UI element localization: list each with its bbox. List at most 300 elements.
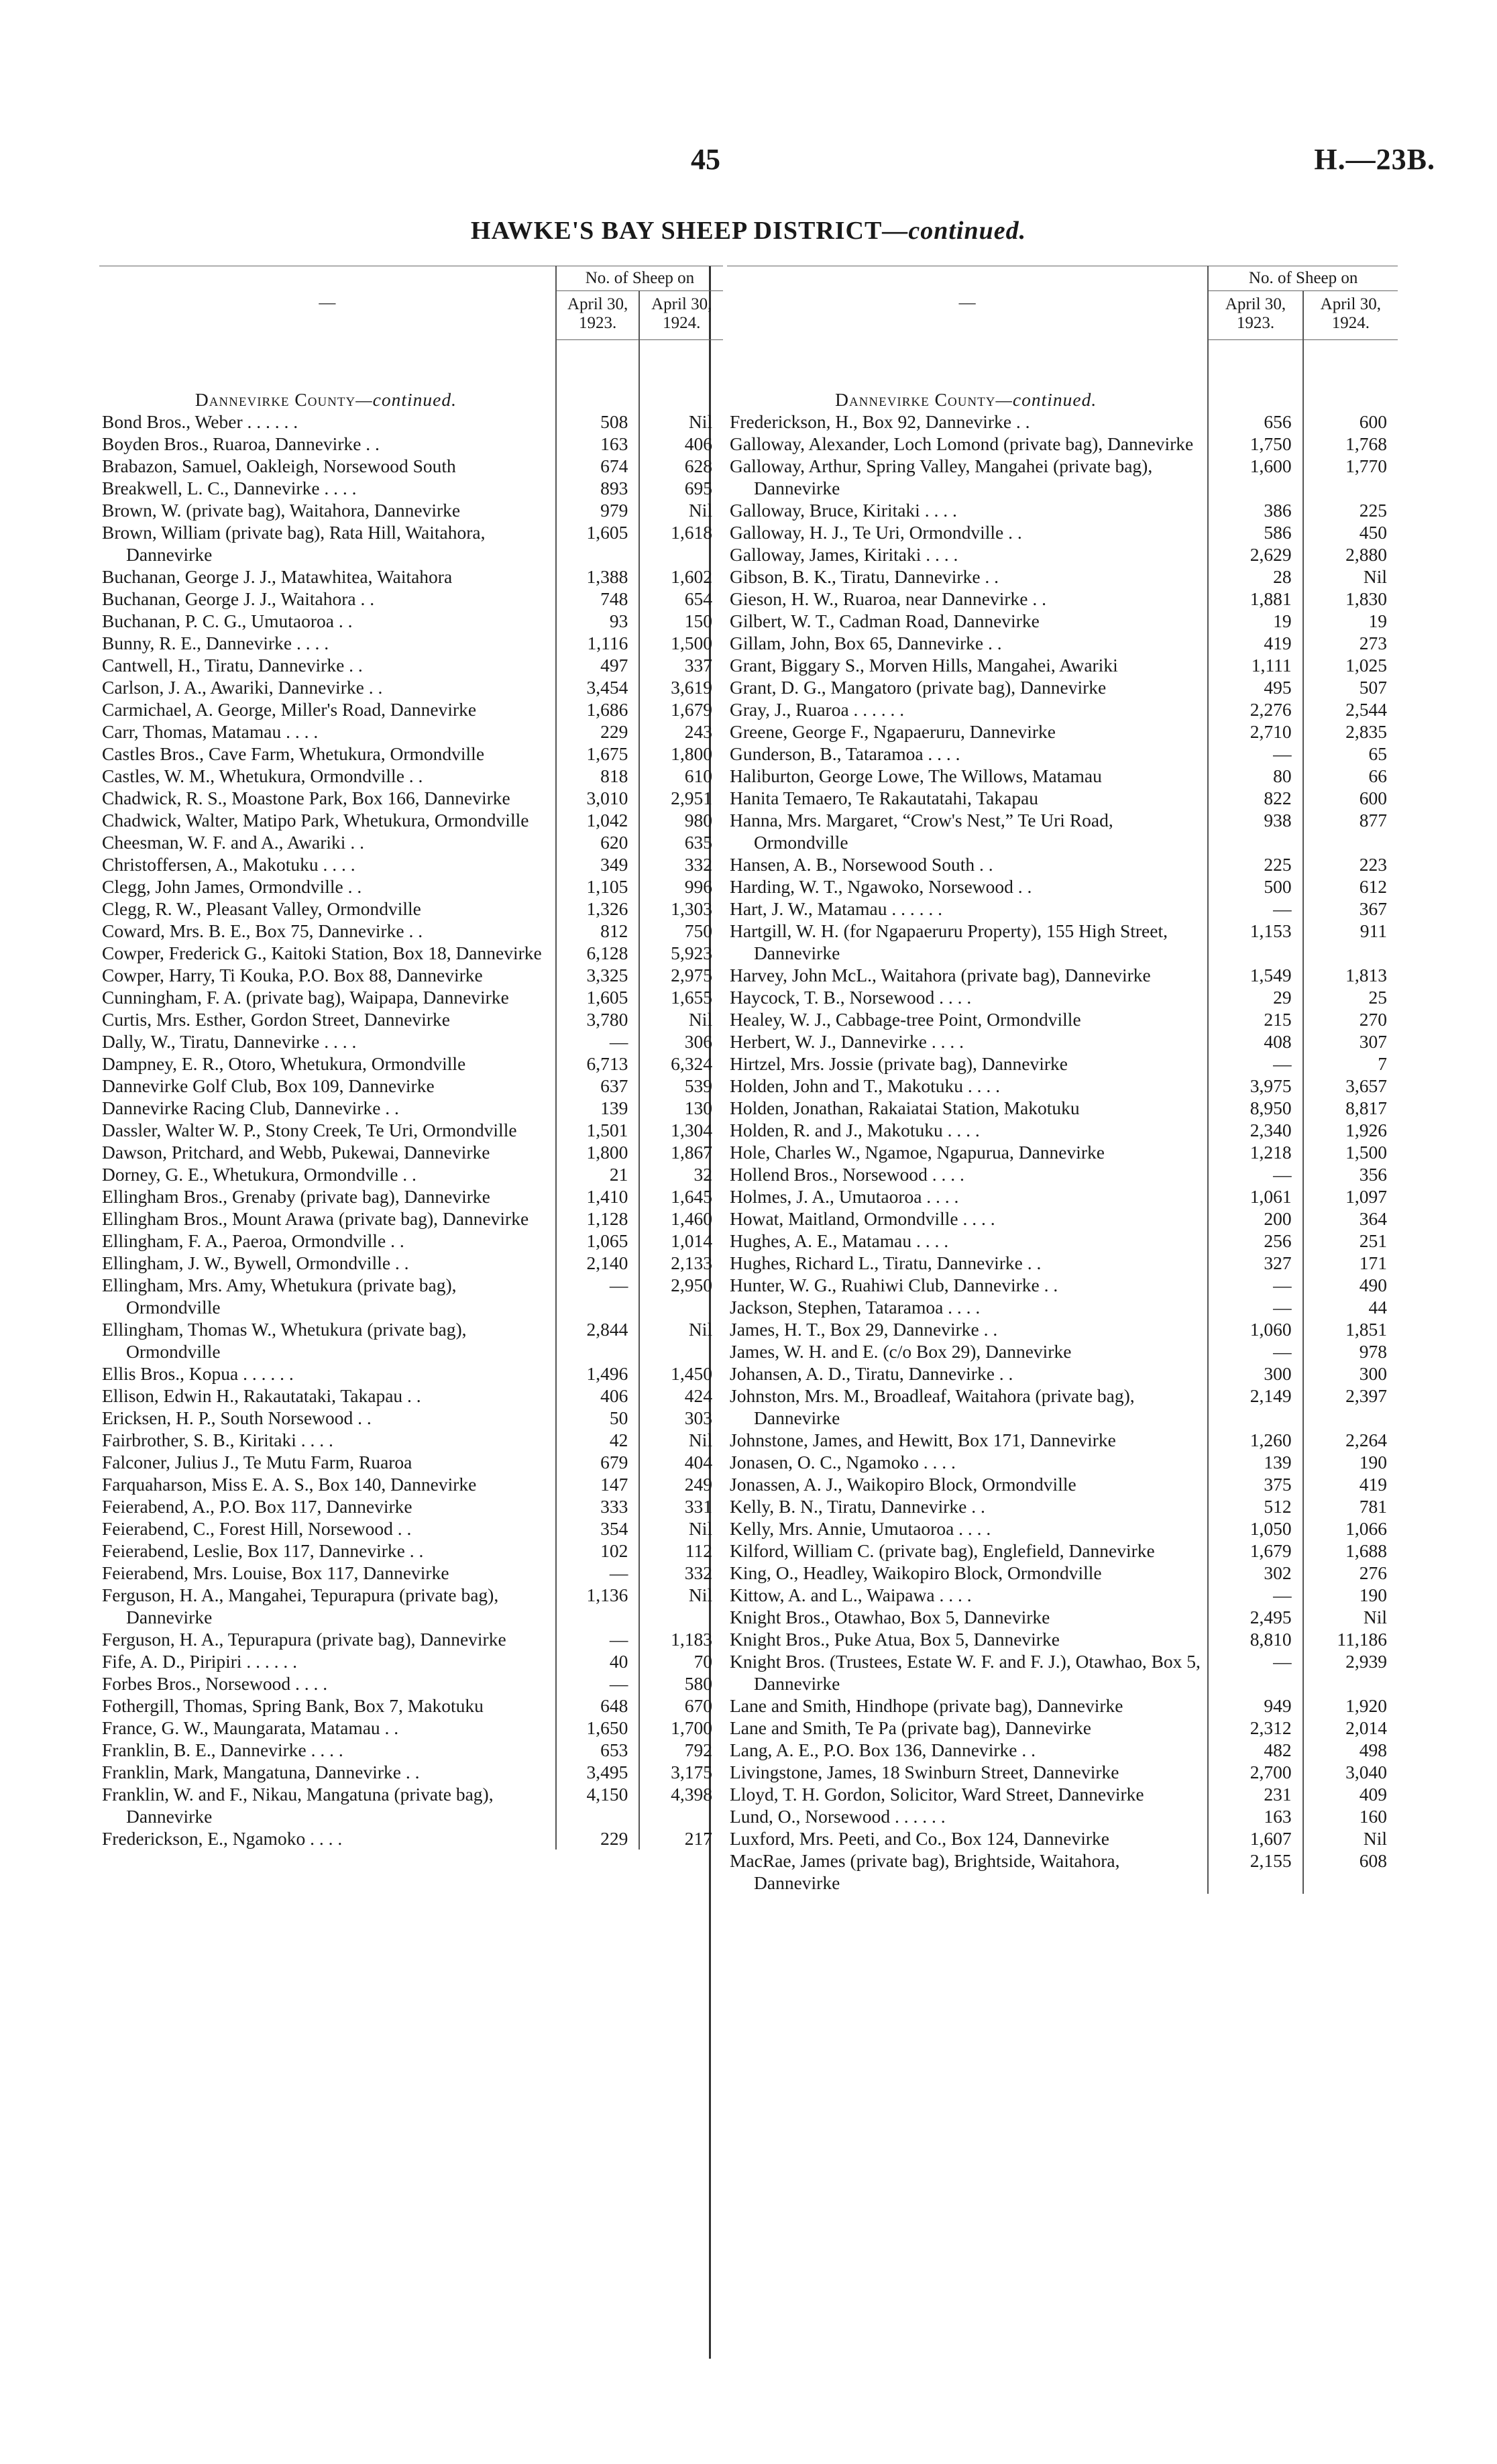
owner-name	[99, 1141, 556, 1163]
sheep-count-1923: 4,150	[556, 1783, 640, 1827]
owner-name-text: King, O., Headley, Waikopiro Block, Ormondville	[730, 1562, 1102, 1583]
owner-name-text: Ellingham Bros., Grenaby (private bag), Dannevirke	[102, 1186, 490, 1207]
owner-name	[99, 521, 556, 566]
table-row	[99, 809, 723, 831]
owner-name-text: Franklin, B. E., Dannevirke . . . .	[102, 1739, 343, 1760]
owner-name	[727, 1075, 1208, 1097]
owner-name	[727, 1540, 1208, 1562]
sheep-count-1924: 225	[1303, 499, 1398, 521]
owner-name	[727, 1163, 1208, 1185]
sheep-count-1924: 2,264	[1303, 1429, 1398, 1451]
owner-name-text: MacRae, James (private bag), Brightside, Waitahora, Dannevirke	[730, 1850, 1120, 1893]
sheep-count-1923: 1,675	[556, 743, 640, 765]
sheep-count-1923: 80	[1208, 765, 1302, 787]
owner-name-text: Lang, A. E., P.O. Box 136, Dannevirke . .	[730, 1739, 1036, 1760]
sheep-count-1924: 2,975	[639, 964, 723, 986]
sheep-count-1924: 3,040	[1303, 1761, 1398, 1783]
sheep-count-1924: 11,186	[1303, 1628, 1398, 1650]
owner-name	[727, 1318, 1208, 1340]
table-row	[99, 588, 723, 610]
sheep-count-1924: 1,500	[639, 632, 723, 654]
owner-name-text: Brown, W. (private bag), Waitahora, Dannevirke	[102, 500, 461, 521]
sheep-count-1924: 2,950	[639, 1274, 723, 1318]
owner-name-text: Ericksen, H. P., South Norsewood . .	[102, 1407, 372, 1428]
sheep-count-1923: 419	[1208, 632, 1302, 654]
sheep-count-1924: Nil	[1303, 566, 1398, 588]
sheep-count-1923: 139	[1208, 1451, 1302, 1473]
owner-name-text: Hunter, W. G., Ruahiwi Club, Dannevirke . .	[730, 1275, 1058, 1295]
sheep-count-1923: 93	[556, 610, 640, 632]
owner-name-text: Hughes, Richard L., Tiratu, Dannevirke . .	[730, 1252, 1042, 1273]
owner-name-text: Ellingham, J. W., Bywell, Ormondville . .	[102, 1252, 409, 1273]
sheep-count-1923: 1,549	[1208, 964, 1302, 986]
sheep-count-1924: 670	[639, 1695, 723, 1717]
table-row	[727, 1274, 1398, 1296]
sheep-count-1923: 653	[556, 1739, 640, 1761]
sheep-count-1924: 65	[1303, 743, 1398, 765]
sheep-count-1924: 3,175	[639, 1761, 723, 1783]
sheep-count-1924: 25	[1303, 986, 1398, 1008]
sheep-count-1924: 406	[639, 433, 723, 455]
sheep-count-1923: 1,260	[1208, 1429, 1302, 1451]
table-row	[99, 1119, 723, 1141]
owner-name-text: Ellingham, Mrs. Amy, Whetukura (private bag), Ormondville	[102, 1275, 457, 1318]
sheep-count-1924: 171	[1303, 1252, 1398, 1274]
sheep-count-1924: 1,500	[1303, 1141, 1398, 1163]
table-row	[727, 433, 1398, 455]
owner-name	[727, 1252, 1208, 1274]
sheep-count-1924: Nil	[639, 411, 723, 433]
owner-name	[727, 1230, 1208, 1252]
sheep-count-1924: 507	[1303, 676, 1398, 698]
sheep-count-1924: 70	[639, 1650, 723, 1672]
sheep-count-1923: 1,326	[556, 898, 640, 920]
sheep-count-1924: 1,450	[639, 1362, 723, 1385]
table-row	[727, 1075, 1398, 1097]
sheep-count-1923: 408	[1208, 1030, 1302, 1053]
sheep-count-1924: 367	[1303, 898, 1398, 920]
owner-name-text: Farquaharson, Miss E. A. S., Box 140, Dannevirke	[102, 1474, 477, 1495]
owner-name-text: Johansen, A. D., Tiratu, Dannevirke . .	[730, 1363, 1013, 1384]
sheep-count-1923: —	[1208, 1296, 1302, 1318]
sheep-count-1923: 979	[556, 499, 640, 521]
sheep-count-1923: 225	[1208, 853, 1302, 875]
sheep-count-1924: Nil	[1303, 1606, 1398, 1628]
owner-name	[727, 853, 1208, 875]
table-row	[99, 1252, 723, 1274]
sheep-count-1923: —	[556, 1562, 640, 1584]
owner-name-text: Ellison, Edwin H., Rakautataki, Takapau . .	[102, 1385, 421, 1406]
sheep-count-1923: 2,710	[1208, 720, 1302, 743]
table-row	[99, 1584, 723, 1628]
owner-name-text: Gray, J., Ruaroa . . . . . .	[730, 699, 905, 720]
owner-name	[99, 1517, 556, 1540]
sheep-count-1924: 7	[1303, 1053, 1398, 1075]
table-row	[99, 1827, 723, 1850]
section-title: Dannevirke County	[835, 389, 996, 410]
table-row	[727, 1030, 1398, 1053]
table-row	[99, 1230, 723, 1252]
sheep-count-1923: 1,607	[1208, 1827, 1302, 1850]
sheep-count-1923: 102	[556, 1540, 640, 1562]
owner-name-text: Hansen, A. B., Norsewood South . .	[730, 854, 993, 875]
sheep-count-1923: 2,155	[1208, 1850, 1302, 1894]
sheep-count-1923: 2,495	[1208, 1606, 1302, 1628]
sheep-count-1923: 656	[1208, 411, 1302, 433]
sheep-count-1923: 482	[1208, 1739, 1302, 1761]
table-row	[99, 1695, 723, 1717]
owner-name	[727, 1827, 1208, 1850]
sheep-count-1924: 8,817	[1303, 1097, 1398, 1119]
owner-name	[727, 455, 1208, 499]
table-row	[99, 1141, 723, 1163]
owner-name-text: Herbert, W. J., Dannevirke . . . .	[730, 1031, 964, 1052]
owner-name	[99, 720, 556, 743]
sheep-count-1924: 273	[1303, 632, 1398, 654]
sheep-count-1923: —	[1208, 743, 1302, 765]
table-row	[99, 610, 723, 632]
owner-name-text: Gilbert, W. T., Cadman Road, Dannevirke	[730, 610, 1040, 631]
sheep-count-1924: 2,951	[639, 787, 723, 809]
owner-name-text: Dawson, Pritchard, and Webb, Pukewai, Dannevirke	[102, 1142, 490, 1163]
owner-name-text: Ellingham, Thomas W., Whetukura (private bag), Ormondville	[102, 1319, 467, 1362]
table-row	[99, 654, 723, 676]
sheep-count-1924: 32	[639, 1163, 723, 1185]
owner-name-text: Johnston, Mrs. M., Broadleaf, Waitahora (private bag), Dannevirke	[730, 1385, 1135, 1428]
sheep-count-1924: 695	[639, 477, 723, 499]
sheep-table-left	[99, 266, 723, 1850]
owner-name	[727, 875, 1208, 898]
sheep-count-1924: 2,133	[639, 1252, 723, 1274]
sheep-table-right	[727, 266, 1398, 1894]
owner-name-text: Knight Bros., Otawhao, Box 5, Dannevirke	[730, 1607, 1050, 1627]
table-row	[99, 1097, 723, 1119]
owner-name	[727, 1473, 1208, 1495]
sheep-count-1924: 1,645	[639, 1185, 723, 1208]
owner-name	[727, 1717, 1208, 1739]
sheep-count-1923: 679	[556, 1451, 640, 1473]
owner-name-text: Gibson, B. K., Tiratu, Dannevirke . .	[730, 566, 999, 587]
table-row	[99, 720, 723, 743]
owner-name-text: Buchanan, George J. J., Matawhitea, Waitahora	[102, 566, 453, 587]
sheep-count-1924: 628	[639, 455, 723, 477]
owner-name	[727, 566, 1208, 588]
owner-name	[99, 499, 556, 521]
sheep-count-1923: 6,713	[556, 1053, 640, 1075]
owner-name	[727, 1783, 1208, 1805]
sheep-count-1923: 28	[1208, 566, 1302, 588]
owner-name-text: Galloway, Arthur, Spring Valley, Mangahei (private bag), Dannevirke	[730, 456, 1153, 498]
sheep-count-1924: Nil	[639, 1318, 723, 1362]
owner-name-text: Holmes, J. A., Umutaoroa . . . .	[730, 1186, 959, 1207]
table-row	[727, 787, 1398, 809]
owner-name-text: Dally, W., Tiratu, Dannevirke . . . .	[102, 1031, 357, 1052]
sheep-count-1924: 2,397	[1303, 1385, 1398, 1429]
owner-name	[727, 1650, 1208, 1695]
owner-name	[99, 1429, 556, 1451]
sheep-count-1923: 586	[1208, 521, 1302, 543]
owner-name-text: Kelly, B. N., Tiratu, Dannevirke . .	[730, 1496, 985, 1517]
owner-name-text: Jackson, Stephen, Tataramoa . . . .	[730, 1297, 981, 1318]
sheep-count-1924: 1,602	[639, 566, 723, 588]
table-row	[727, 875, 1398, 898]
table-row	[99, 1473, 723, 1495]
owner-name	[99, 1672, 556, 1695]
sheep-count-1923: 29	[1208, 986, 1302, 1008]
year-1924-header: April 30, 1924.	[1303, 291, 1398, 340]
owner-name	[727, 588, 1208, 610]
sheep-count-1923: —	[1208, 1340, 1302, 1362]
owner-name-text: Fothergill, Thomas, Spring Bank, Box 7, Makotuku	[102, 1695, 484, 1716]
sheep-count-1924: 243	[639, 720, 723, 743]
table-row	[727, 986, 1398, 1008]
owner-name	[99, 986, 556, 1008]
owner-name-text: Forbes Bros., Norsewood . . . .	[102, 1673, 328, 1694]
table-row	[99, 1053, 723, 1075]
sheep-count-1924: 1,851	[1303, 1318, 1398, 1340]
sheep-count-1923: 2,276	[1208, 698, 1302, 720]
table-row	[99, 1650, 723, 1672]
sheep-count-1923: 674	[556, 455, 640, 477]
sheep-count-1923: 812	[556, 920, 640, 942]
owner-name-text: Howat, Maitland, Ormondville . . . .	[730, 1208, 995, 1229]
owner-name-text: James, H. T., Box 29, Dannevirke . .	[730, 1319, 998, 1340]
table-row	[99, 1274, 723, 1318]
table-row	[727, 1362, 1398, 1385]
sheep-count-1923: 386	[1208, 499, 1302, 521]
table-row	[727, 1429, 1398, 1451]
owner-name	[99, 477, 556, 499]
owner-name-text: Galloway, Bruce, Kiritaki . . . .	[730, 500, 957, 521]
owner-name	[727, 521, 1208, 543]
sheep-count-1924: 1,920	[1303, 1695, 1398, 1717]
table-row	[99, 1517, 723, 1540]
owner-name	[99, 787, 556, 809]
table-row	[727, 1695, 1398, 1717]
sheep-count-1924: 44	[1303, 1296, 1398, 1318]
sheep-count-1924: 249	[639, 1473, 723, 1495]
title-text: HAWKE'S BAY SHEEP DISTRICT	[470, 217, 883, 245]
sheep-count-1924: 3,657	[1303, 1075, 1398, 1097]
owner-name	[727, 433, 1208, 455]
owner-name	[727, 676, 1208, 698]
owner-name-text: Cowper, Harry, Ti Kouka, P.O. Box 88, Dannevirke	[102, 965, 483, 985]
sheep-count-1923: 21	[556, 1163, 640, 1185]
owner-name	[727, 898, 1208, 920]
sheep-count-1923: 497	[556, 654, 640, 676]
owner-name-text: Clegg, John James, Ormondville . .	[102, 876, 362, 897]
owner-name-text: Hole, Charles W., Ngamoe, Ngapuruа, Dannevirke	[730, 1142, 1105, 1163]
sheep-count-1924: 332	[639, 853, 723, 875]
owner-name-text: Hanna, Mrs. Margaret, “Crow's Nest,” Te Uri Road, Ormondville	[730, 810, 1113, 853]
table-row	[99, 743, 723, 765]
sheep-count-1924: 654	[639, 588, 723, 610]
owner-name-text: Cowper, Frederick G., Kaitoki Station, Box 18, Dannevirke	[102, 943, 542, 963]
owner-name	[727, 1429, 1208, 1451]
table-row	[727, 1650, 1398, 1695]
sheep-count-1924: 160	[1303, 1805, 1398, 1827]
owner-name-text: Carmichael, A. George, Miller's Road, Dannevirke	[102, 699, 477, 720]
sheep-count-1923: 3,495	[556, 1761, 640, 1783]
table-row	[99, 455, 723, 477]
owner-name	[727, 411, 1208, 433]
table-row	[727, 920, 1398, 964]
sheep-count-1924: 306	[639, 1030, 723, 1053]
sheep-count-1923: 147	[556, 1473, 640, 1495]
table-row	[727, 521, 1398, 543]
table-row	[99, 1672, 723, 1695]
sheep-count-1924: 332	[639, 1562, 723, 1584]
owner-name	[727, 543, 1208, 566]
owner-name-text: Grant, Biggary S., Morven Hills, Mangahei, Awariki	[730, 655, 1118, 676]
section-continued: —continued.	[355, 389, 457, 410]
sheep-count-1924: 1,867	[639, 1141, 723, 1163]
report-reference: H.—23B.	[1314, 143, 1435, 176]
sheep-count-1924: 307	[1303, 1030, 1398, 1053]
owner-name-text: Kilford, William C. (private bag), Englefield, Dannevirke	[730, 1540, 1155, 1561]
table-row	[727, 588, 1398, 610]
owner-name	[99, 1495, 556, 1517]
owner-name	[727, 1097, 1208, 1119]
owner-name-text: Dorney, G. E., Whetukura, Ormondville . .	[102, 1164, 417, 1185]
sheep-count-1923: 19	[1208, 610, 1302, 632]
sheep-count-1924: 1,618	[639, 521, 723, 566]
owner-name	[727, 1053, 1208, 1075]
sheep-count-1924: 612	[1303, 875, 1398, 898]
sheep-count-1923: 3,325	[556, 964, 640, 986]
sheep-count-1924: 66	[1303, 765, 1398, 787]
owner-name	[99, 1473, 556, 1495]
sheep-count-1924: 331	[639, 1495, 723, 1517]
sheep-count-1924: 404	[639, 1451, 723, 1473]
owner-name	[727, 1030, 1208, 1053]
owner-name-text: Gillam, John, Box 65, Dannevirke . .	[730, 633, 1002, 653]
sheep-count-1923: —	[556, 1672, 640, 1695]
owner-name	[727, 632, 1208, 654]
owner-name	[727, 720, 1208, 743]
sheep-count-1924: Nil	[639, 1584, 723, 1628]
table-row	[727, 853, 1398, 875]
owner-name	[99, 1119, 556, 1141]
table-row	[727, 1562, 1398, 1584]
sheep-count-1923: —	[556, 1628, 640, 1650]
sheep-count-1924: 1,813	[1303, 964, 1398, 986]
owner-name	[727, 1340, 1208, 1362]
sheep-count-1923: 1,605	[556, 521, 640, 566]
sheep-count-1923: 8,950	[1208, 1097, 1302, 1119]
owner-name-text: Castles Bros., Cave Farm, Whetukura, Ormondville	[102, 743, 485, 764]
owner-name	[727, 1517, 1208, 1540]
sheep-count-1923: —	[556, 1030, 640, 1053]
sheep-count-1923: 1,750	[1208, 433, 1302, 455]
table-row	[727, 1141, 1398, 1163]
sheep-count-1923: —	[1208, 1163, 1302, 1185]
sheep-count-1923: 375	[1208, 1473, 1302, 1495]
owner-name	[99, 1739, 556, 1761]
sheep-count-1923: 1,128	[556, 1208, 640, 1230]
sheep-count-1923: 1,679	[1208, 1540, 1302, 1562]
owner-name-text: Harding, W. T., Ngawoko, Norsewood . .	[730, 876, 1032, 897]
owner-name	[99, 433, 556, 455]
owner-column-header: —	[727, 266, 1208, 340]
sheep-count-1924: 450	[1303, 521, 1398, 543]
sheep-count-1924: 364	[1303, 1208, 1398, 1230]
owner-name	[727, 698, 1208, 720]
sheep-count-1924: 337	[639, 654, 723, 676]
owner-name-text: Livingstone, James, 18 Swinburn Street, Dannevirke	[730, 1762, 1119, 1782]
table-row	[99, 499, 723, 521]
sheep-count-1923: 3,454	[556, 676, 640, 698]
table-row	[727, 1318, 1398, 1340]
owner-name	[727, 1562, 1208, 1584]
sheep-count-1923: 1,600	[1208, 455, 1302, 499]
owner-name-text: Breakwell, L. C., Dannevirke . . . .	[102, 478, 357, 498]
sheep-count-header: No. of Sheep on	[556, 266, 723, 291]
owner-name-text: Johnstone, James, and Hewitt, Box 171, Dannevirke	[730, 1430, 1116, 1450]
sheep-count-1924: 356	[1303, 1163, 1398, 1185]
sheep-count-1923: 50	[556, 1407, 640, 1429]
owner-name	[99, 676, 556, 698]
owner-column-header: —	[99, 266, 556, 340]
owner-name	[99, 1761, 556, 1783]
sheep-count-1924: 4,398	[639, 1783, 723, 1827]
table-row	[727, 1783, 1398, 1805]
sheep-count-1923: 1,060	[1208, 1318, 1302, 1340]
sheep-count-1924: Nil	[639, 1429, 723, 1451]
sheep-count-1924: 1,303	[639, 898, 723, 920]
sheep-count-1923: 1,881	[1208, 588, 1302, 610]
owner-name	[99, 1650, 556, 1672]
table-row	[727, 1451, 1398, 1473]
owner-name-text: Feierabend, A., P.O. Box 117, Dannevirke	[102, 1496, 412, 1517]
owner-name-text: Knight Bros., Puke Atua, Box 5, Dannevirke	[730, 1629, 1060, 1650]
owner-name-text: Grant, D. G., Mangatoro (private bag), Dannevirke	[730, 677, 1107, 698]
sheep-count-1923: 40	[556, 1650, 640, 1672]
table-row	[99, 1495, 723, 1517]
sheep-count-1923: —	[1208, 1584, 1302, 1606]
sheep-count-1924: 2,880	[1303, 543, 1398, 566]
table-row	[99, 566, 723, 588]
owner-name	[727, 1761, 1208, 1783]
sheep-count-1923: 2,340	[1208, 1119, 1302, 1141]
owner-name-text: Buchanan, P. C. G., Umutaoroa . .	[102, 610, 353, 631]
sheep-count-1924: 978	[1303, 1340, 1398, 1362]
owner-name	[727, 610, 1208, 632]
table-row	[727, 1340, 1398, 1362]
sheep-count-1924: 419	[1303, 1473, 1398, 1495]
sheep-count-1924: 303	[639, 1407, 723, 1429]
sheep-count-1924: 190	[1303, 1584, 1398, 1606]
sheep-count-1923: 637	[556, 1075, 640, 1097]
owner-name-text: Holden, John and T., Makotuku . . . .	[730, 1075, 1001, 1096]
sheep-count-1923: 200	[1208, 1208, 1302, 1230]
owner-name-text: Holden, R. and J., Makotuku . . . .	[730, 1120, 980, 1140]
sheep-count-1923: 163	[556, 433, 640, 455]
owner-name-text: Gunderson, B., Tataramoa . . . .	[730, 743, 960, 764]
sheep-count-1923: 512	[1208, 1495, 1302, 1517]
sheep-count-1924: 1,688	[1303, 1540, 1398, 1562]
sheep-count-1923: 1,105	[556, 875, 640, 898]
sheep-count-1923: 1,116	[556, 632, 640, 654]
table-row	[99, 964, 723, 986]
sheep-count-1924: 580	[639, 1672, 723, 1695]
owner-name-text: Ferguson, H. A., Tepurapura (private bag), Dannevirke	[102, 1629, 506, 1650]
table-row	[99, 1540, 723, 1562]
sheep-count-1924: 996	[639, 875, 723, 898]
sheep-count-1924: 498	[1303, 1739, 1398, 1761]
owner-name-text: James, W. H. and E. (c/o Box 29), Dannevirke	[730, 1341, 1072, 1362]
owner-name-text: Dassler, Walter W. P., Stony Creek, Te Uri, Ormondville	[102, 1120, 517, 1140]
